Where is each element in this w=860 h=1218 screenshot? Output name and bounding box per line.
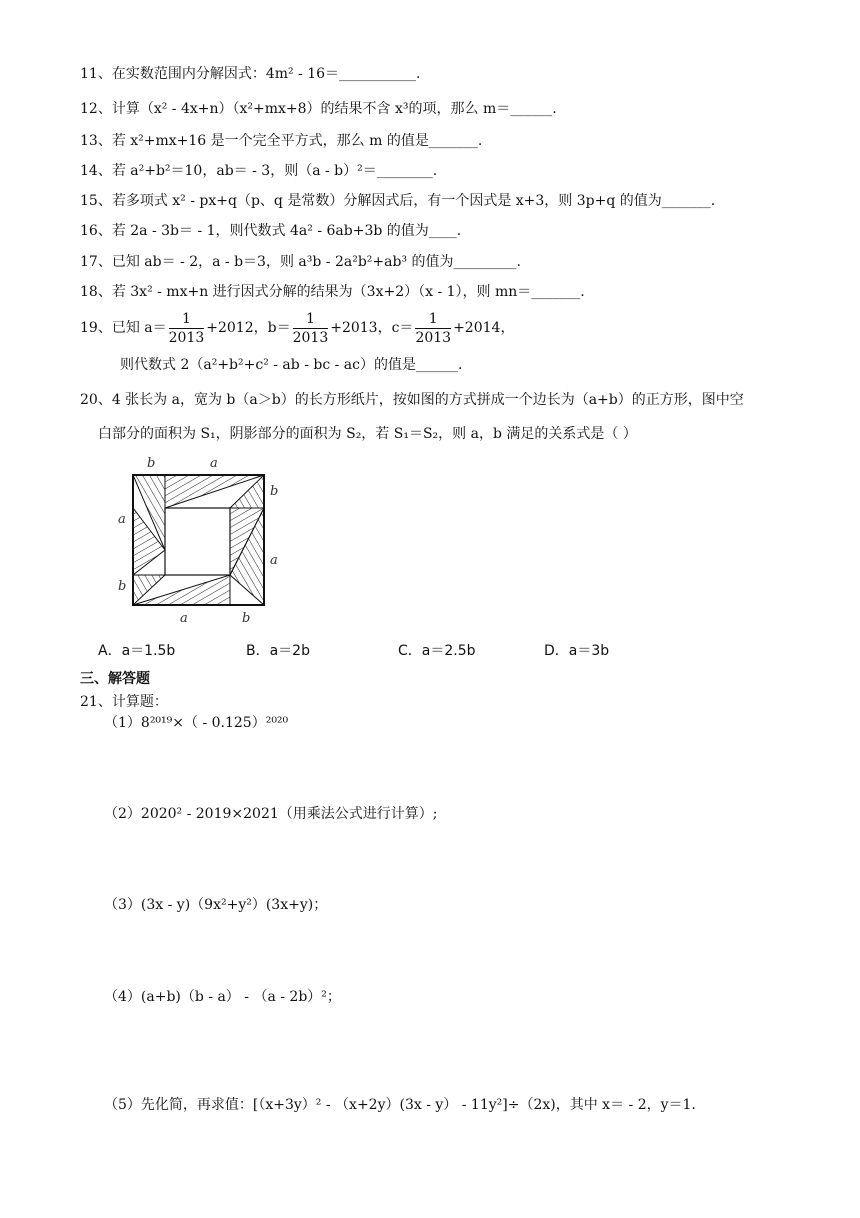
square-figure [100,450,300,630]
q21-item-3: （3）(3x - y)（9x²+y²）(3x+y)； [104,897,328,913]
question-19-line1 [80,306,514,350]
fraction-den: 2013 [168,329,205,346]
q21-item-5: （5）先化简，再求值：[（x+3y）² - （x+2y）(3x - y） - 11y²]÷（2x)，其中 x＝ - 2，y＝1. [104,1097,696,1113]
option-b: B．a＝2b [246,643,310,659]
inner-square [165,508,230,575]
question-20-line2: 白部分的面积为 S₁，阴影部分的面积为 S₂，若 S₁＝S₂，则 a，b 满足的关系式是（ ） [98,426,637,442]
option-c: C．a＝2.5b [398,643,476,659]
option-d: D．a＝3b [544,643,610,659]
question-21-title: 21、计算题： [80,694,168,710]
question-13: 13、若 x²+mx+16 是一个完全平方式，那么 m 的值是_______. [80,133,483,149]
fraction-b [293,310,329,347]
question-14: 14、若 a²+b²＝10，ab＝ - 3，则（a - b）²＝________. [80,163,438,179]
q19-prefix: 19、已知 a＝ [80,320,167,336]
fraction-num: 1 [293,310,329,329]
label-left-a: a [118,512,126,527]
label-bottom-a: a [180,611,188,626]
question-19-line2: 则代数式 2（a²+b²+c² - ab - bc - ac）的值是______. [120,357,463,373]
q21-item-4: （4）(a+b)（b - a） - （a - 2b）²； [104,989,341,1005]
label-bottom-b: b [242,611,251,626]
q21-item-1: （1）8²⁰¹⁹×（ - 0.125）²⁰²⁰ [104,715,289,731]
fraction-c [415,310,451,347]
question-17: 17、已知 ab＝ - 2，a - b＝3，则 a³b - 2a²b²+ab³ 的值为_________. [80,254,521,270]
option-a: A．a＝1.5b [98,643,176,659]
question-20-line1: 20、4 张长为 a，宽为 b（a＞b）的长方形纸片，按如图的方式拼成一个边长为（a+b）的正方形，图中空 [80,392,744,408]
fraction-den: 2013 [292,329,329,346]
label-top-b: b [147,456,156,471]
fraction-num: 1 [415,310,451,329]
q21-item-2: （2）2020² - 2019×2021（用乘法公式进行计算）; [104,806,438,822]
fraction-num: 1 [169,310,205,329]
q19-tail-a: +2012，b＝ [206,320,291,336]
question-18: 18、若 3x² - mx+n 进行因式分解的结果为（3x+2）（x - 1），则 mn＝_______. [80,284,585,300]
question-15: 15、若多项式 x² - px+q（p、q 是常数）分解因式后，有一个因式是 x+3，则 3p+q 的值为_______. [80,193,716,209]
label-top-a: a [210,456,218,471]
q19-tail-b: +2013，c＝ [330,320,414,336]
label-left-b: b [118,579,127,594]
section-title: 三、解答题 [80,671,150,687]
label-right-b: b [270,484,279,499]
question-16: 16、若 2a - 3b＝ - 1，则代数式 4a² - 6ab+3b 的值为____. [80,223,462,239]
q19-tail-c: +2014， [453,320,515,336]
question-11: 11、在实数范围内分解因式：4m² - 16＝___________. [80,66,421,82]
label-right-a: a [270,553,278,568]
question-12: 12、计算（x² - 4x+n）（x²+mx+8）的结果不含 x³的项，那么 m＝______. [80,101,557,117]
fraction-a [169,310,205,347]
fraction-den: 2013 [415,329,452,346]
